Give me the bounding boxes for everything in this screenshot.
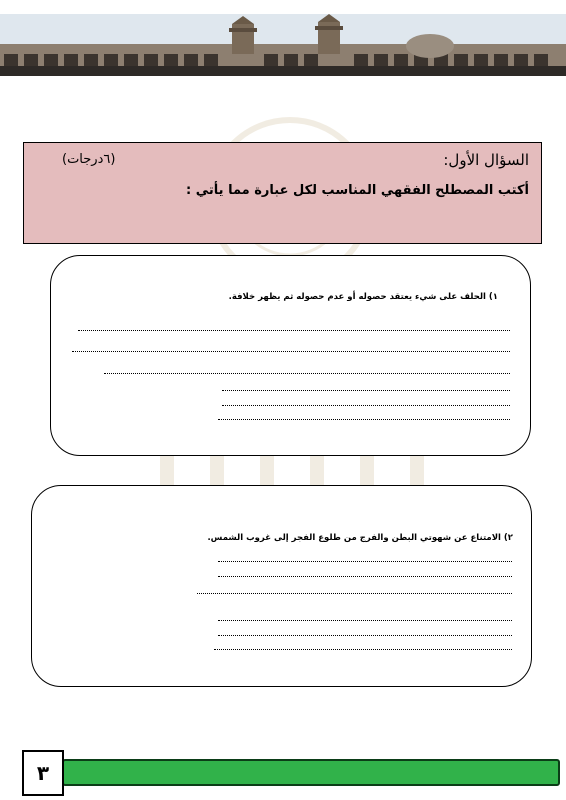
question-header-box bbox=[23, 142, 542, 244]
answer-line[interactable] bbox=[218, 635, 512, 636]
question-title: السؤال الأول: bbox=[443, 151, 529, 169]
header-banner-image bbox=[0, 14, 566, 76]
item-2-text: ٢) الامتناع عن شهوتي البطن والفرج من طلوع الفجر إلى غروب الشمس. bbox=[207, 533, 513, 543]
answer-line[interactable] bbox=[214, 649, 512, 650]
answer-line[interactable] bbox=[197, 593, 512, 594]
footer-bar bbox=[62, 759, 560, 786]
answer-line[interactable] bbox=[218, 620, 512, 621]
answer-line[interactable] bbox=[218, 419, 510, 420]
answer-line[interactable] bbox=[78, 330, 510, 331]
question-instruction: أكتب المصطلح الفقهي المناسب لكل عبارة مما يأتي : bbox=[186, 183, 529, 198]
answer-line[interactable] bbox=[104, 373, 510, 374]
answer-line[interactable] bbox=[218, 576, 512, 577]
answer-box-1 bbox=[50, 255, 531, 456]
question-grade: (٦درجات) bbox=[62, 152, 116, 167]
answer-line[interactable] bbox=[222, 405, 510, 406]
answer-line[interactable] bbox=[218, 561, 512, 562]
item-1-text: ١) الحلف على شيء يعتقد حصوله أو عدم حصوله ثم يظهر خلافة. bbox=[228, 292, 498, 302]
answer-line[interactable] bbox=[72, 351, 510, 352]
page-number: ٣ bbox=[22, 750, 64, 796]
answer-line[interactable] bbox=[222, 390, 510, 391]
answer-box-2 bbox=[31, 485, 532, 687]
